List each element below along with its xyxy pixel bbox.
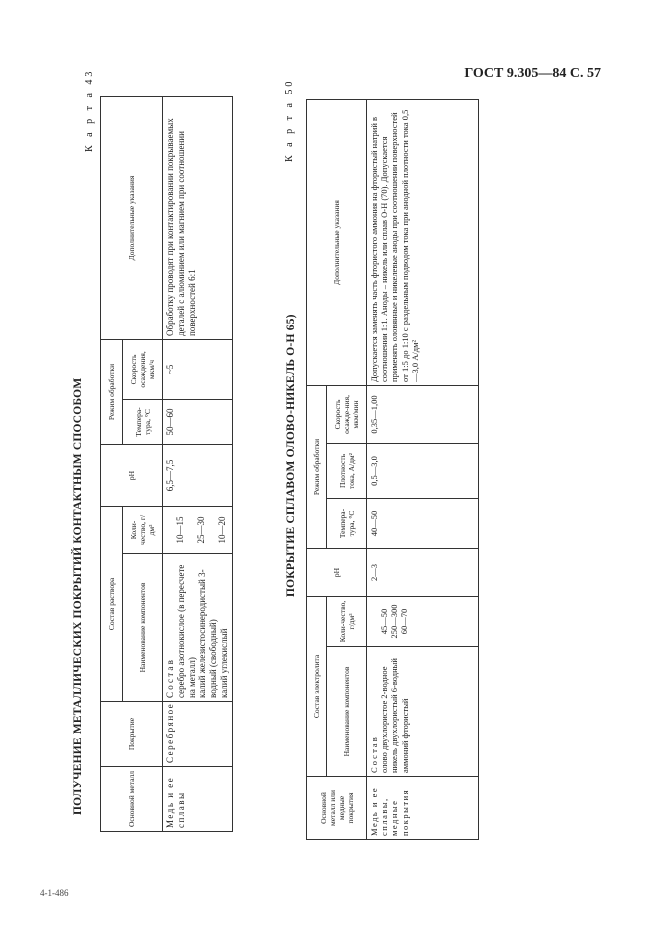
header-base-metal: Основной металл или медные покрытия [307,777,367,840]
header-speed: Скорость осаждения, мкм/ч [123,339,163,399]
cell-components [367,647,479,777]
header-temperature: Темпера-тура, °С [123,399,163,444]
header-current-density: Плотность тока, А/дм² [327,444,367,499]
component-item: олово двухлористое 2-водное [379,666,390,773]
component-item: аммоний фтористый [399,698,410,773]
header-coating: Покрытие [101,702,163,767]
cell-current-density: 0,5—3,0 [367,444,479,499]
header-mode: Режим обработки [101,339,123,444]
cell-notes: Обработку проводят при контактировании покрываемых деталей с алюминием или магнием при соотношении поверхностей 6:1 [163,96,233,339]
table-row [367,99,479,839]
cell-components [163,554,233,702]
header-temperature: Темпера-тура, °С [327,499,367,549]
header-notes: Дополнительные указания [101,96,163,339]
table-karta-43 [100,96,233,832]
quantity-item: 10—15 [175,516,185,544]
sostav-label: С о с т а в [369,737,379,773]
page-footer: 4-1-486 [40,888,69,898]
header-component-name: Наименование компонентов [327,647,367,777]
component-item: калий железистосинеродистый 3-водный (свободный) [197,569,219,698]
cell-temperature: 40—50 [367,499,479,549]
cell-notes: Допускается заменять часть фтористого аммония на фтористый натрий в соотношении 1:1. Аноды – никель или сплав О-Н (70). Допускается применять оловянные и никелевые аноды при соотношении поверхностей от 1:5 до 1:10 с раздельным подводом тока при анодной плотности тока 0,5—3,0 А/дм² [367,99,479,385]
page-header: ГОСТ 9.305—84 С. 57 [464,66,601,81]
cell-ph: 2—3 [367,549,479,597]
cell-coating: Серебряное [163,702,233,767]
quantity-item: 25—30 [195,516,206,544]
component-item: никель двухлористый 6-водный [389,658,400,773]
component-item: калий углекислый [218,628,229,698]
cell-temperature: 50—60 [163,399,233,444]
header-base-metal: Основной металл [101,767,163,832]
table-karta-50 [306,99,479,840]
cell-quantities [163,506,233,553]
karta-50-label: К а р т а 50 [284,78,295,162]
section1-title: ПОЛУЧЕНИЕ МЕТАЛЛИЧЕСКИХ ПОКРЫТИЙ КОНТАКТНЫМ СПОСОБОМ [72,377,84,815]
cell-speed: ~5 [163,339,233,399]
cell-base-metal: Медь и ее сплавы, медные покрытия [367,777,479,840]
cell-ph: 6,5—7,5 [163,444,233,506]
header-notes: Дополнительные указания [307,99,367,385]
karta-43-label: К а р т а 43 [84,68,95,152]
header-speed: Скорость осажде-ния, мкм/мин [327,385,367,443]
cell-base-metal: Медь и ее сплавы [163,767,233,832]
sostav-label: С о с т а в [165,660,175,698]
header-ph: рН [307,549,367,597]
table-row [163,96,233,831]
quantity-item: 60—70 [399,608,410,635]
section2-title: ПОКРЫТИЕ СПЛАВОМ ОЛОВО-НИКЕЛЬ О-Н 65) [285,314,297,597]
quantity-item: 10—20 [216,516,227,544]
header-ph: рН [101,444,163,506]
header-quantity: Коли-чество, г/дм³ [327,597,367,647]
header-solution: Состав раствора [101,506,123,701]
header-electrolyte: Состав электролита [307,597,327,777]
cell-quantities [367,597,479,647]
cell-speed: 0,35—1,00 [367,385,479,443]
header-component-name: Наименование компонентов [123,554,163,702]
header-mode: Режим обработки [307,385,327,548]
component-item: серебро азотнокислое (в пересчете на металл) [175,564,197,698]
header-quantity: Коли-чество, г/дм³ [123,506,163,553]
quantity-item: 250—300 [389,604,400,639]
quantity-item: 45—50 [379,608,389,635]
